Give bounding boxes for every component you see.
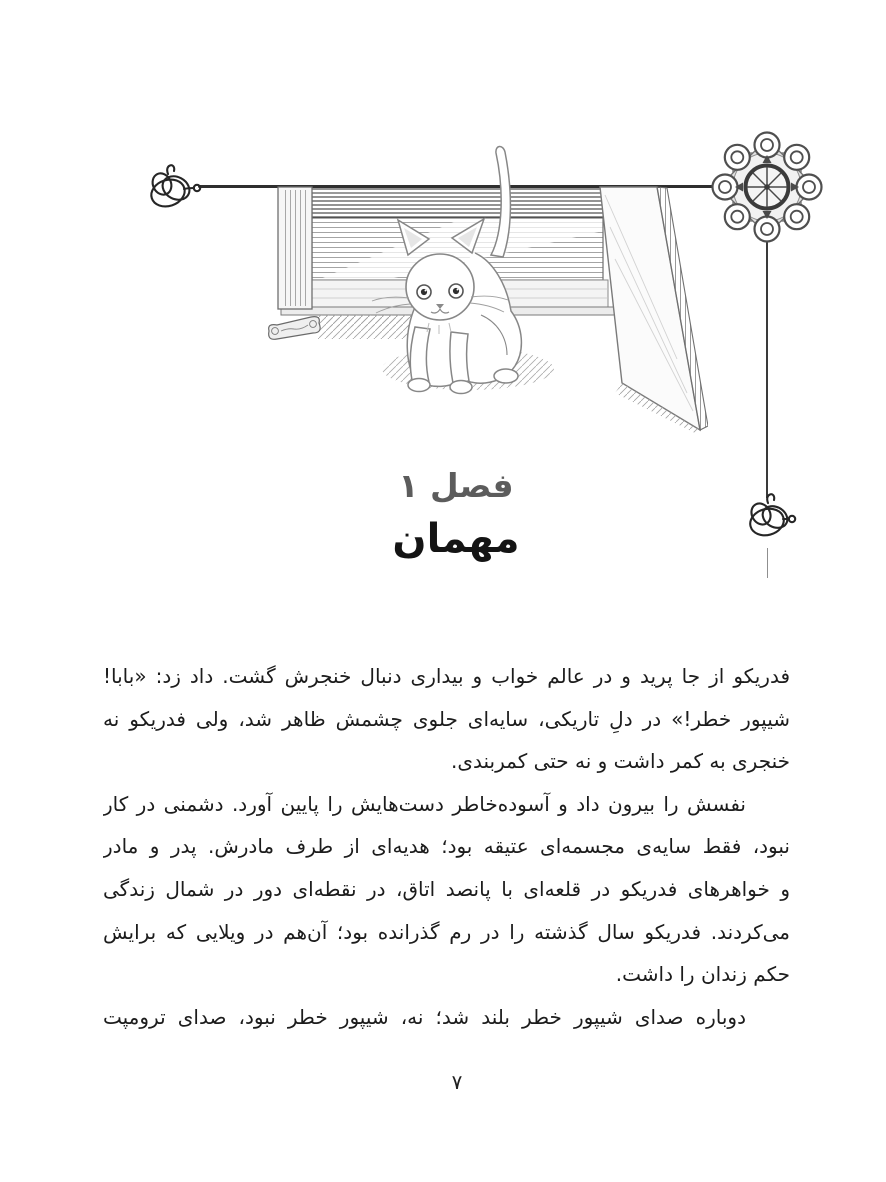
door-stop-scroll <box>269 317 320 340</box>
vertical-divider-line <box>766 236 768 498</box>
body-text <box>103 655 790 1038</box>
page-number: ۷ <box>451 1070 463 1094</box>
text-line: نفسش را بیرون داد و آسوده‌خاطر دست‌هایش را پایین آورد. دشمنی در کار <box>103 791 746 816</box>
text-line: خنجری به کمر داشت و نه حتی کمربندی. <box>450 749 790 774</box>
paragraph-1 <box>103 655 790 783</box>
text-line: و خواهرهای فدریکو در قلعه‌ای با پانصد اتاق، در نقطه‌ای دور در شمال زندگی <box>103 876 790 901</box>
rosette-ornament <box>706 127 828 249</box>
paragraph-2 <box>103 783 790 996</box>
text-line: حکم زندان را داشت. <box>615 962 790 987</box>
paragraph-3 <box>103 996 790 1039</box>
text-line: نبود، فقط سایه‌ی مجسمه‌ای عتیقه بود؛ هدیه‌ای از طرف مادرش. پدر و مادر <box>103 834 790 859</box>
chapter-title: مهمان <box>392 516 520 562</box>
flourish-left-ornament <box>138 162 202 218</box>
open-door <box>600 187 708 434</box>
text-line: دوباره صدای شیپور خطر بلند شد؛ نه، شیپور خطر نبود، صدای ترومپت <box>103 1004 746 1029</box>
chapter-number: فصل ۱ <box>398 466 514 505</box>
text-line: فدریکو از جا پرید و در عالم خواب و بیداری دنبال خنجرش گشت. داد زد: «بابا! <box>103 664 790 688</box>
kitten-doorway-illustration <box>263 135 708 435</box>
chapter-heading <box>13 460 886 566</box>
text-line: می‌کردند. فدریکو سال گذشته را در رم گذرانده بود؛ آن‌هم در ویلایی که برایش <box>103 919 790 944</box>
text-line: شیپور خطر!» در دلِ تاریکی، سایه‌ای جلوی چشمش ظاهر شد، ولی فدریکو نه <box>103 706 790 731</box>
